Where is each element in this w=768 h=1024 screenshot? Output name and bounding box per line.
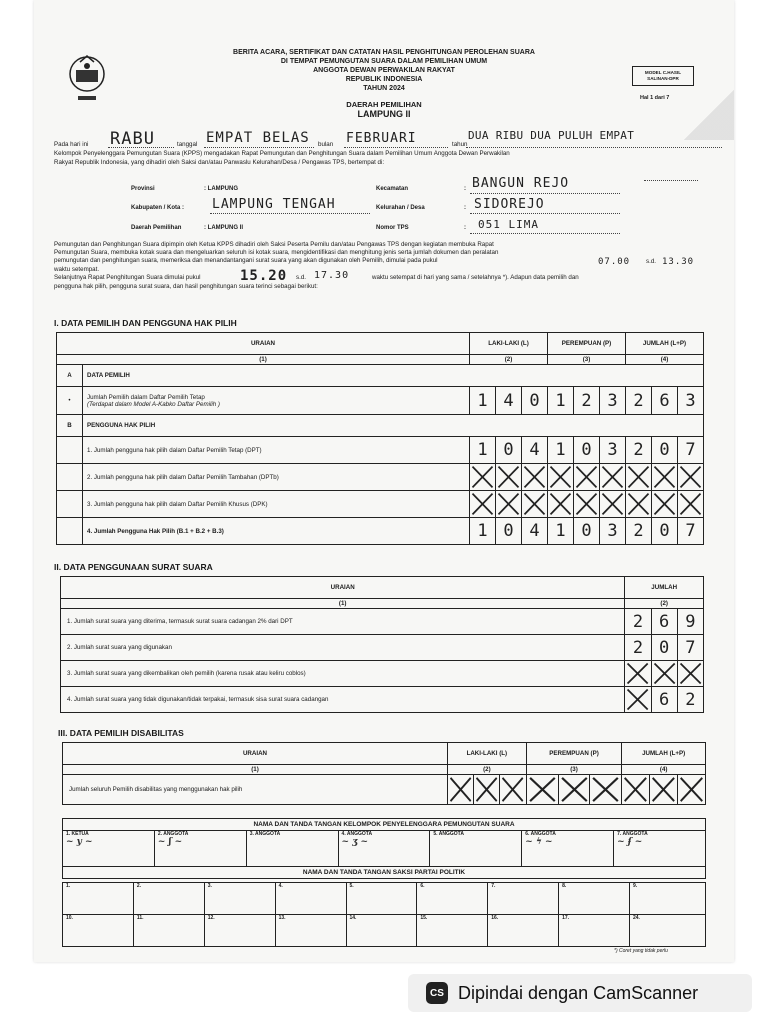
s1-b4-digit: 0 xyxy=(652,518,678,545)
s2-num2: (2) xyxy=(625,599,704,609)
saksi-cell[interactable] xyxy=(559,883,630,915)
s2-r1-digit: 2 xyxy=(625,609,651,635)
extra-dots xyxy=(644,180,698,181)
sig-anggota-3[interactable] xyxy=(246,831,338,867)
header-line5: TAHUN 2024 xyxy=(363,85,405,92)
s1-num2: (2) xyxy=(470,355,548,365)
section3-title: III. DATA PEMILIH DISABILITAS xyxy=(58,728,184,738)
body-p6: pengguna hak pilih, pengguna surat suara, dan hasil penghitungan suara terinci sebagai berikut: xyxy=(54,283,318,290)
cross-mark-icon xyxy=(500,775,525,804)
hari-dots xyxy=(108,147,174,148)
cross-mark-icon xyxy=(522,464,547,490)
tps-colon: : xyxy=(464,225,466,231)
sd-label-2: s.d. xyxy=(296,274,306,281)
body-p5b: waktu setempat di hari yang sama / setelahnya *). Adapun data pemilih dan xyxy=(372,274,579,281)
s1-b1-digit: 0 xyxy=(496,437,522,464)
saksi-num: 6. xyxy=(420,883,425,889)
signature-scribble: ~ ʄ ~ xyxy=(617,837,643,847)
cross-mark-icon xyxy=(527,775,558,804)
time2-end: 17.30 xyxy=(314,270,350,281)
s1-a1-digit: 0 xyxy=(522,387,548,415)
cross-mark xyxy=(678,464,704,491)
saksi-cell[interactable] xyxy=(204,883,275,915)
saksi-cell[interactable] xyxy=(488,883,559,915)
s1-col-uraian: URAIAN xyxy=(57,333,470,355)
section1-table: URAIAN LAKI-LAKI (L) PEREMPUAN (P) JUMLAH (L+P) (1) (2) (3) (4) A DATA PEMILIH • Jumlah Pemilih dalam Daftar Pemilih Tetap (Terdapat dalam Model A-Kabko Daftar Pemilih ) 1 4 0 1 2 3 2 6 3 B PENGGUNA HAK PILIH 1. Jumlah pengguna hak pilih dalam Daftar Pemilih Tetap (DPT) 1 0 4 1 0 3 2 0 7 2. Jumlah pengguna hak pilih dalam Daftar Pemilih Tambahan (DPTb) 3. Jumlah pengguna hak pilih dalam Daftar Pemilih Khusus (DPK) 4. Jumlah Pengguna Hak Pilih (B.1 + B.2 + B.3) 1 0 4 1 0 3 2 0 7 xyxy=(56,332,704,545)
cross-mark-icon xyxy=(548,464,573,490)
s1-b4-digit: 7 xyxy=(678,518,704,545)
kecamatan-value: BANGUN REJO xyxy=(472,176,570,191)
cross-mark-icon xyxy=(496,464,521,490)
s1-b-title: PENGGUNA HAK PILIH xyxy=(83,415,704,437)
header-line4: REPUBLIK INDONESIA xyxy=(345,76,423,83)
saksi-num: 7. xyxy=(491,883,496,889)
signature-scribble: ~ ϟ ~ xyxy=(525,837,553,847)
s1-b1-digit: 0 xyxy=(574,437,600,464)
provinsi-value: : LAMPUNG xyxy=(204,186,238,192)
s1-col-j: JUMLAH (L+P) xyxy=(626,333,704,355)
saksi-cell[interactable] xyxy=(63,915,134,947)
hari-value: RABU xyxy=(110,129,155,149)
tahun-dots xyxy=(466,147,722,148)
saksi-num: 17. xyxy=(562,915,570,921)
s1-col-l: LAKI-LAKI (L) xyxy=(470,333,548,355)
tps-value: 051 LIMA xyxy=(478,218,539,231)
tanggal-value: EMPAT BELAS xyxy=(206,130,310,146)
saksi-num: 11. xyxy=(136,915,144,921)
s1-b2-row xyxy=(57,464,704,491)
s1-b1-desc: 1. Jumlah pengguna hak pilih dalam Daftar Pemilih Tetap (DPT) xyxy=(83,437,470,464)
cross-mark xyxy=(470,491,496,518)
cross-mark xyxy=(651,661,677,687)
saksi-num: 3. xyxy=(207,883,212,889)
intro-paragraph2: Rakyat Republik Indonesia, yang dihadiri oleh Saksi dan/atau Panwaslu Kelurahan/Desa / Pengawas TPS, bertempat di: xyxy=(54,159,385,166)
sig-anggota-2[interactable] xyxy=(154,831,246,867)
s2-r2-digit: 2 xyxy=(625,635,651,661)
s1-a1-digit: 2 xyxy=(574,387,600,415)
saksi-cell[interactable] xyxy=(346,915,417,947)
saksi-cell[interactable] xyxy=(63,883,134,915)
cross-mark-icon xyxy=(522,491,547,517)
s1-b2-desc: 2. Jumlah pengguna hak pilih dalam Daftar Pemilih Tambahan (DPTb) xyxy=(83,464,470,491)
cross-mark xyxy=(652,491,678,518)
s2-col-uraian: URAIAN xyxy=(61,577,625,599)
sig-label: 4. ANGGOTA xyxy=(341,831,373,837)
saksi-num: 12. xyxy=(207,915,215,921)
s1-a1-digit: 3 xyxy=(600,387,626,415)
cross-mark-icon xyxy=(626,464,651,490)
saksi-num: 15. xyxy=(420,915,428,921)
saksi-signature-table xyxy=(62,882,706,947)
tahun-label: tahun xyxy=(452,141,468,148)
s1-a-letter: A xyxy=(57,365,83,387)
kecamatan-colon: : xyxy=(464,186,466,192)
header-line1: BERITA ACARA, SERTIFIKAT DAN CATATAN HASIL PENGHITUNGAN PEROLEHAN SUARA xyxy=(233,49,535,56)
s3-num3: (3) xyxy=(526,765,622,775)
saksi-num: 14. xyxy=(349,915,357,921)
s1-a1-desc xyxy=(83,387,470,415)
model-sublabel: SALINAN-DPR xyxy=(647,76,679,81)
cross-mark xyxy=(678,491,704,518)
cross-mark-icon xyxy=(496,491,521,517)
cross-mark xyxy=(448,775,474,805)
s2-col-j: JUMLAH xyxy=(625,577,704,599)
kabupaten-value: LAMPUNG TENGAH xyxy=(212,197,336,212)
signature-scribble: ~ y ~ xyxy=(66,837,93,847)
header-line7: LAMPUNG II xyxy=(357,109,411,119)
kelurahan-colon: : xyxy=(464,205,466,211)
camscanner-text: Dipindai dengan CamScanner xyxy=(458,982,699,1003)
saksi-cell[interactable] xyxy=(133,915,204,947)
s3-col-uraian: URAIAN xyxy=(63,743,448,765)
bulan-dots xyxy=(344,147,448,148)
header-line6: DAERAH PEMILIHAN xyxy=(346,100,422,109)
tanggal-dots xyxy=(204,147,314,148)
kecamatan-dots xyxy=(470,193,620,194)
tahun-value: DUA RIBU DUA PULUH EMPAT xyxy=(468,129,635,142)
s1-b1-digit: 1 xyxy=(548,437,574,464)
s2-r2-digit: 0 xyxy=(651,635,677,661)
saksi-cell[interactable] xyxy=(417,883,488,915)
sig-ketua-label: 1. KETUA xyxy=(66,831,89,837)
s1-b4-digit: 1 xyxy=(548,518,574,545)
saksi-num: 1. xyxy=(66,883,71,889)
cross-mark xyxy=(474,775,500,805)
dapil-label: Daerah Pemilihan xyxy=(131,225,182,231)
model-label: MODEL C.HASIL xyxy=(644,70,682,75)
s2-r4-digit: 6 xyxy=(651,687,677,713)
s1-b4-desc: 4. Jumlah Pengguna Hak Pilih (B.1 + B.2 + B.3) xyxy=(83,518,470,545)
sig-label: 3. ANGGOTA xyxy=(249,831,281,837)
bulan-value: FEBRUARI xyxy=(346,131,417,146)
cross-mark-icon xyxy=(678,661,703,686)
cross-mark-icon xyxy=(622,775,649,804)
s1-b4-digit: 1 xyxy=(470,518,496,545)
s2-r2-digit: 7 xyxy=(677,635,703,661)
kelurahan-dots xyxy=(470,213,620,214)
page-fold xyxy=(684,90,734,140)
kpps-signature-table xyxy=(62,818,706,879)
cross-mark xyxy=(677,661,703,687)
s1-a-title: DATA PEMILIH xyxy=(83,365,704,387)
s1-b1-digit: 4 xyxy=(522,437,548,464)
s3-num1: (1) xyxy=(63,765,448,775)
s1-a1-digit: 4 xyxy=(496,387,522,415)
cross-mark xyxy=(590,775,622,805)
saksi-num: 9. xyxy=(633,883,638,889)
saksi-cell[interactable] xyxy=(275,915,346,947)
cross-mark xyxy=(574,464,600,491)
cross-mark-icon xyxy=(678,464,703,490)
cross-mark-icon xyxy=(574,464,599,490)
s1-num1: (1) xyxy=(57,355,470,365)
s2-r3: 3. Jumlah surat suara yang dikembalikan oleh pemilih (karena rusak atau keliru coblos) xyxy=(61,661,625,687)
cross-mark xyxy=(600,491,626,518)
s3-col-l: LAKI-LAKI (L) xyxy=(448,743,527,765)
intro-paragraph1: Kelompok Penyelenggara Pemungutan Suara (KPPS) mengadakan Rapat Pemungutan dan Penghitungan Suara dalam Pemilihan Umum Anggota Dewan Perwakilan xyxy=(54,150,510,157)
header-line2: DI TEMPAT PEMUNGUTAN SUARA DALAM PEMILIHAN UMUM xyxy=(280,58,488,65)
cross-mark-icon xyxy=(652,464,677,490)
cross-mark-icon xyxy=(678,491,703,517)
cross-mark-icon xyxy=(652,661,677,686)
cross-mark xyxy=(522,491,548,518)
kpu-logo xyxy=(66,50,108,104)
section1-title: I. DATA PEMILIH DAN PENGGUNA HAK PILIH xyxy=(54,318,237,328)
body-p5a: Selanjutnya Rapat Penghitungan Suara dimulai pukul xyxy=(54,274,201,281)
saksi-cell[interactable] xyxy=(488,915,559,947)
cross-mark xyxy=(626,464,652,491)
sig-label: 2. ANGGOTA xyxy=(157,831,189,837)
saksi-num: 2. xyxy=(136,883,142,889)
kelurahan-value: SIDOREJO xyxy=(474,197,545,212)
s3-col-j: JUMLAH (L+P) xyxy=(622,743,706,765)
s1-num3: (3) xyxy=(548,355,626,365)
s1-a1-line2: (Terdapat dalam Model A-Kabko Daftar Pemilih ) xyxy=(87,400,220,408)
saksi-num: 5. xyxy=(349,883,354,889)
s3-num2: (2) xyxy=(448,765,527,775)
s1-b1-digit: 3 xyxy=(600,437,626,464)
saksi-num: 13. xyxy=(278,915,286,921)
saksi-cell[interactable] xyxy=(559,915,630,947)
s2-r1: 1. Jumlah surat suara yang diterima, termasuk surat suara cadangan 2% dari DPT xyxy=(61,609,625,635)
provinsi-label: Provinsi xyxy=(131,186,155,192)
s1-a1-digit: 1 xyxy=(470,387,496,415)
tps-label: Nomor TPS xyxy=(376,225,409,231)
cross-mark-icon xyxy=(625,661,650,686)
cross-mark-icon xyxy=(650,775,677,804)
saksi-num: 16. xyxy=(491,915,499,921)
time-end: 13.30 xyxy=(662,257,695,267)
s1-b1-digit: 0 xyxy=(652,437,678,464)
cross-mark xyxy=(574,491,600,518)
time2-start: 15.20 xyxy=(240,268,288,284)
signature-scribble: ~ ʃ ~ xyxy=(157,837,183,847)
cross-mark-icon xyxy=(559,775,590,804)
cross-mark-icon xyxy=(625,687,650,712)
cross-mark xyxy=(500,775,526,805)
tps-dots xyxy=(470,233,620,234)
body-p4: waktu setempat. xyxy=(54,266,100,273)
kabupaten-dots xyxy=(210,213,370,214)
s3-col-p: PEREMPUAN (P) xyxy=(526,743,622,765)
s2-r4: 4. Jumlah surat suara yang tidak digunakan/tidak terpakai, termasuk sisa surat suara cadangan xyxy=(61,687,625,713)
sig-label: 6. ANGGOTA xyxy=(525,831,556,837)
sig-anggota-5[interactable] xyxy=(430,831,522,867)
sig-label: 5. ANGGOTA xyxy=(433,831,464,837)
saksi-cell[interactable] xyxy=(133,883,204,915)
saksi-title: NAMA DAN TANDA TANGAN SAKSI PARTAI POLITIK xyxy=(63,867,706,879)
section2-table xyxy=(60,576,704,713)
model-box xyxy=(632,66,694,86)
saksi-cell[interactable] xyxy=(346,883,417,915)
cross-mark-icon xyxy=(678,775,705,804)
page-number: Hal 1 dari 7 xyxy=(640,95,670,101)
cross-mark xyxy=(678,775,706,805)
s1-b1-digit: 7 xyxy=(678,437,704,464)
header-line3: ANGGOTA DEWAN PERWAKILAN RAKYAT xyxy=(313,67,455,74)
cross-mark xyxy=(626,491,652,518)
s1-num4: (4) xyxy=(626,355,704,365)
s3-r1: Jumlah seluruh Pemilih disabilitas yang menggunakan hak pilih xyxy=(63,775,448,805)
s1-b1-digit: 1 xyxy=(470,437,496,464)
cross-mark xyxy=(625,687,651,713)
s1-b1-digit: 2 xyxy=(626,437,652,464)
s2-num1: (1) xyxy=(61,599,625,609)
tanggal-label: tanggal xyxy=(177,141,198,148)
s1-a1-digit: 1 xyxy=(548,387,574,415)
cross-mark-icon xyxy=(574,491,599,517)
dapil-value: : LAMPUNG II xyxy=(204,225,243,231)
s2-r1-digit: 6 xyxy=(651,609,677,635)
cross-mark xyxy=(548,491,574,518)
s1-a1-line1: Jumlah Pemilih dalam Daftar Pemilih Tetap xyxy=(87,393,205,401)
cross-mark xyxy=(652,464,678,491)
cross-mark xyxy=(496,464,522,491)
cross-mark xyxy=(600,464,626,491)
kpps-title: NAMA DAN TANDA TANGAN KELOMPOK PENYELENGGARA PEMUNGUTAN SUARA xyxy=(63,819,706,831)
section2-title: II. DATA PENGGUNAAN SURAT SUARA xyxy=(54,562,213,572)
body-p3: pemungutan dan penghitungan suara, memeriksa dan menandantangani surat suara yang akan digunakan oleh Pemilih, dimulai pada pukul xyxy=(54,257,438,264)
pada-hari-label: Pada hari ini xyxy=(54,141,89,148)
s1-col-p: PEREMPUAN (P) xyxy=(548,333,626,355)
s1-a1-digit: 6 xyxy=(652,387,678,415)
sd-label: s.d. xyxy=(646,258,656,265)
cross-mark xyxy=(470,464,496,491)
s1-b4-digit: 0 xyxy=(496,518,522,545)
saksi-cell[interactable] xyxy=(417,915,488,947)
cross-mark-icon xyxy=(470,464,495,490)
cross-mark-icon xyxy=(590,775,621,804)
cross-mark xyxy=(526,775,558,805)
s1-b4-digit: 0 xyxy=(574,518,600,545)
cross-mark-icon xyxy=(600,491,625,517)
time-start: 07.00 xyxy=(598,257,631,267)
sig-anggota-6[interactable] xyxy=(522,831,614,867)
cross-mark xyxy=(622,775,650,805)
saksi-cell[interactable] xyxy=(630,883,706,915)
s2-r2: 2. Jumlah surat suara yang digunakan xyxy=(61,635,625,661)
camscanner-watermark xyxy=(408,974,752,1012)
s1-a1-digit: 2 xyxy=(626,387,652,415)
cross-mark xyxy=(625,661,651,687)
s3-num4: (4) xyxy=(622,765,706,775)
sig-anggota-7[interactable] xyxy=(614,831,706,867)
saksi-cell[interactable] xyxy=(204,915,275,947)
body-p1: Pemungutan dan Penghitungan Suara dipimpin oleh Ketua KPPS dihadiri oleh Saksi Peserta Pemilu dan/atau Pengawas TPS dengan kegiatan membuka Rapat xyxy=(54,241,494,248)
s1-b4-digit: 3 xyxy=(600,518,626,545)
bulan-label: bulan xyxy=(318,141,334,148)
saksi-num: 10. xyxy=(66,915,73,921)
cross-mark-icon xyxy=(626,491,651,517)
cross-mark xyxy=(650,775,678,805)
s2-r4-digit: 2 xyxy=(677,687,703,713)
cross-mark xyxy=(522,464,548,491)
document-page xyxy=(34,0,734,962)
footnote: *) Coret yang tidak perlu xyxy=(614,948,668,954)
cross-mark-icon xyxy=(448,775,473,804)
signature-scribble: ~ ʒ ~ xyxy=(341,837,369,847)
s1-b4-digit: 4 xyxy=(522,518,548,545)
sig-ketua[interactable] xyxy=(63,831,155,867)
body-p2: Pemungutan Suara, membuka kotak suara dan mengeluarkan seluruh isi kotak suara, mengidentifikasi dan menghitung jenis serta jumlah dokumen dan peralatan xyxy=(54,249,499,256)
cross-mark-icon xyxy=(470,491,495,517)
s1-b3-desc: 3. Jumlah pengguna hak pilih dalam Daftar Pemilih Khusus (DPK) xyxy=(83,491,470,518)
cross-mark-icon xyxy=(474,775,499,804)
saksi-num: 4. xyxy=(278,883,283,889)
cross-mark xyxy=(496,491,522,518)
cross-mark-icon xyxy=(600,464,625,490)
section3-table xyxy=(62,742,706,805)
kecamatan-label: Kecamatan xyxy=(376,186,409,192)
s1-b-letter: B xyxy=(57,415,83,437)
kelurahan-label: Kelurahan / Desa xyxy=(376,205,425,211)
cross-mark-icon xyxy=(652,491,677,517)
s1-b3-row xyxy=(57,491,704,518)
cross-mark xyxy=(548,464,574,491)
sig-anggota-4[interactable] xyxy=(338,831,430,867)
saksi-num: 8. xyxy=(562,883,567,889)
saksi-cell[interactable] xyxy=(630,915,706,947)
s2-r1-digit: 9 xyxy=(677,609,703,635)
saksi-cell[interactable] xyxy=(275,883,346,915)
cross-mark-icon xyxy=(548,491,573,517)
sig-label: 7. ANGGOTA xyxy=(617,831,648,837)
s1-b4-digit: 2 xyxy=(626,518,652,545)
saksi-num: 24. xyxy=(633,915,640,921)
cross-mark xyxy=(558,775,590,805)
camscanner-icon: CS xyxy=(426,982,448,1004)
s1-a1-digit: 3 xyxy=(678,387,704,415)
kabupaten-label: Kabupaten / Kota : xyxy=(131,205,185,211)
